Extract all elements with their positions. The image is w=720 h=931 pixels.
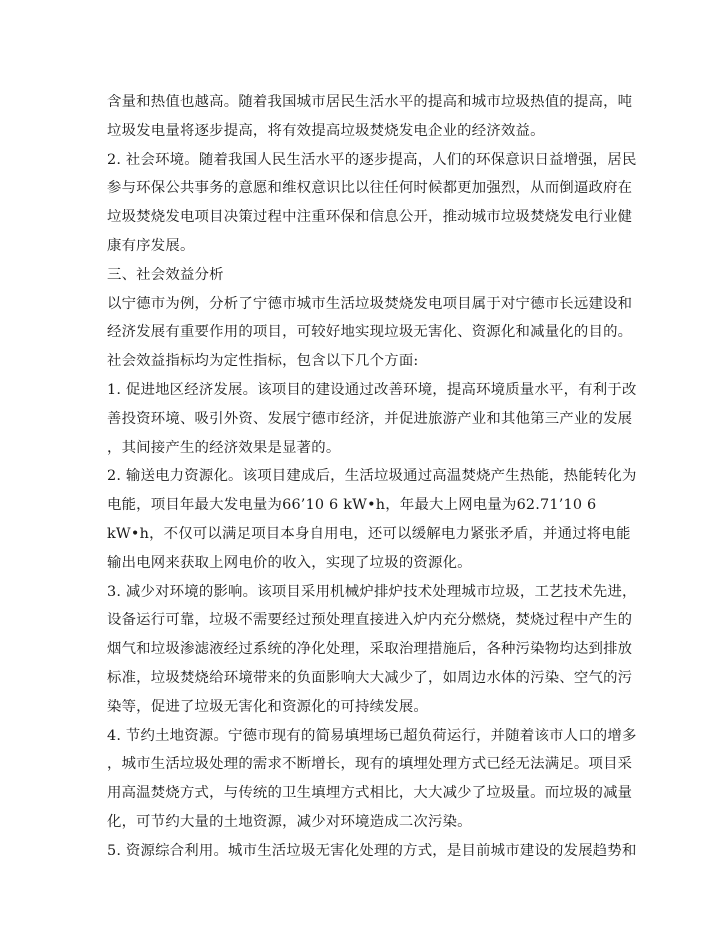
section-heading: 三、社会效益分析 bbox=[107, 266, 224, 283]
text-line: 社会效益指标均为定性指标，包含以下几个方面: bbox=[107, 353, 419, 370]
text-line: 4. 节约土地资源。宁德市现有的简易填埋场已超负荷运行，并随着该市人口的增多 bbox=[107, 727, 637, 744]
text-line: 经济发展有重要作用的项目，可较好地实现垃圾无害化、资源化和减量化的目的。 bbox=[107, 324, 633, 341]
text-line: 2. 社会环境。随着我国人民生活水平的逐步提高，人们的环保意识日益增强，居民 bbox=[107, 151, 637, 168]
text-line: 2. 输送电力资源化。该项目建成后，生活垃圾通过高温焚烧产生热能，热能转化为 bbox=[107, 468, 637, 485]
text-line: 康有序发展。 bbox=[107, 237, 195, 254]
text-line: 染等，促进了垃圾无害化和资源化的可持续发展。 bbox=[107, 698, 428, 715]
text-line: 含量和热值也越高。随着我国城市居民生活水平的提高和城市垃圾热值的提高，吨 bbox=[107, 94, 633, 110]
text-line: 用高温焚烧方式，与传统的卫生填埋方式相比，大大减少了垃圾量。而垃圾的减量 bbox=[107, 785, 633, 802]
text-line: 垃圾发电量将逐步提高，将有效提高垃圾焚烧发电企业的经济效益。 bbox=[107, 122, 545, 139]
text-line: 电能，项目年最大发电量为66’10 6 kW•h，年最大上网电量为62.71’10 6 bbox=[107, 497, 597, 514]
text-line: 以宁德市为例，分析了宁德市城市生活垃圾焚烧发电项目属于对宁德市长远建设和 bbox=[107, 295, 633, 312]
text-line: ，城市生活垃圾处理的需求不断增长，现有的填埋处理方式已经无法满足。项目采 bbox=[107, 756, 633, 773]
text-line: 化，可节约大量的土地资源，减少对环境造成二次污染。 bbox=[107, 813, 472, 830]
text-line: 垃圾焚烧发电项目决策过程中注重环保和信息公开，推动城市垃圾焚烧发电行业健 bbox=[107, 209, 633, 226]
text-line: kW•h，不仅可以满足项目本身自用电，还可以缓解电力紧张矛盾，并通过将电能 bbox=[107, 525, 631, 542]
text-line: 标准，垃圾焚烧给环境带来的负面影响大大减少了，如周边水体的污染、空气的污 bbox=[107, 669, 633, 686]
text-line: 1. 促进地区经济发展。该项目的建设通过改善环境，提高环境质量水平，有利于改 bbox=[107, 381, 637, 398]
text-line: ，其间接产生的经济效果是显著的。 bbox=[107, 439, 341, 456]
text-line: 善投资环境、吸引外资、发展宁德市经济，并促进旅游产业和其他第三产业的发展 bbox=[107, 410, 633, 427]
body-text bbox=[107, 88, 637, 866]
text-line: 参与环保公共事务的意愿和维权意识比以往任何时候都更加强烈，从而倒逼政府在 bbox=[107, 180, 633, 197]
text-line: 5. 资源综合利用。城市生活垃圾无害化处理的方式，是目前城市建设的发展趋势和 bbox=[107, 842, 637, 859]
text-line: 3. 减少对环境的影响。该项目采用机械炉排炉技术处理城市垃圾，工艺技术先进， bbox=[107, 583, 637, 600]
text-line: 设备运行可靠，垃圾不需要经过预处理直接进入炉内充分燃烧，焚烧过程中产生的 bbox=[107, 612, 633, 629]
text-line: 输出电网来获取上网电价的收入，实现了垃圾的资源化。 bbox=[107, 554, 472, 571]
text-line: 烟气和垃圾渗滤液经过系统的净化处理，采取治理措施后，各种污染物均达到排放 bbox=[107, 641, 633, 658]
